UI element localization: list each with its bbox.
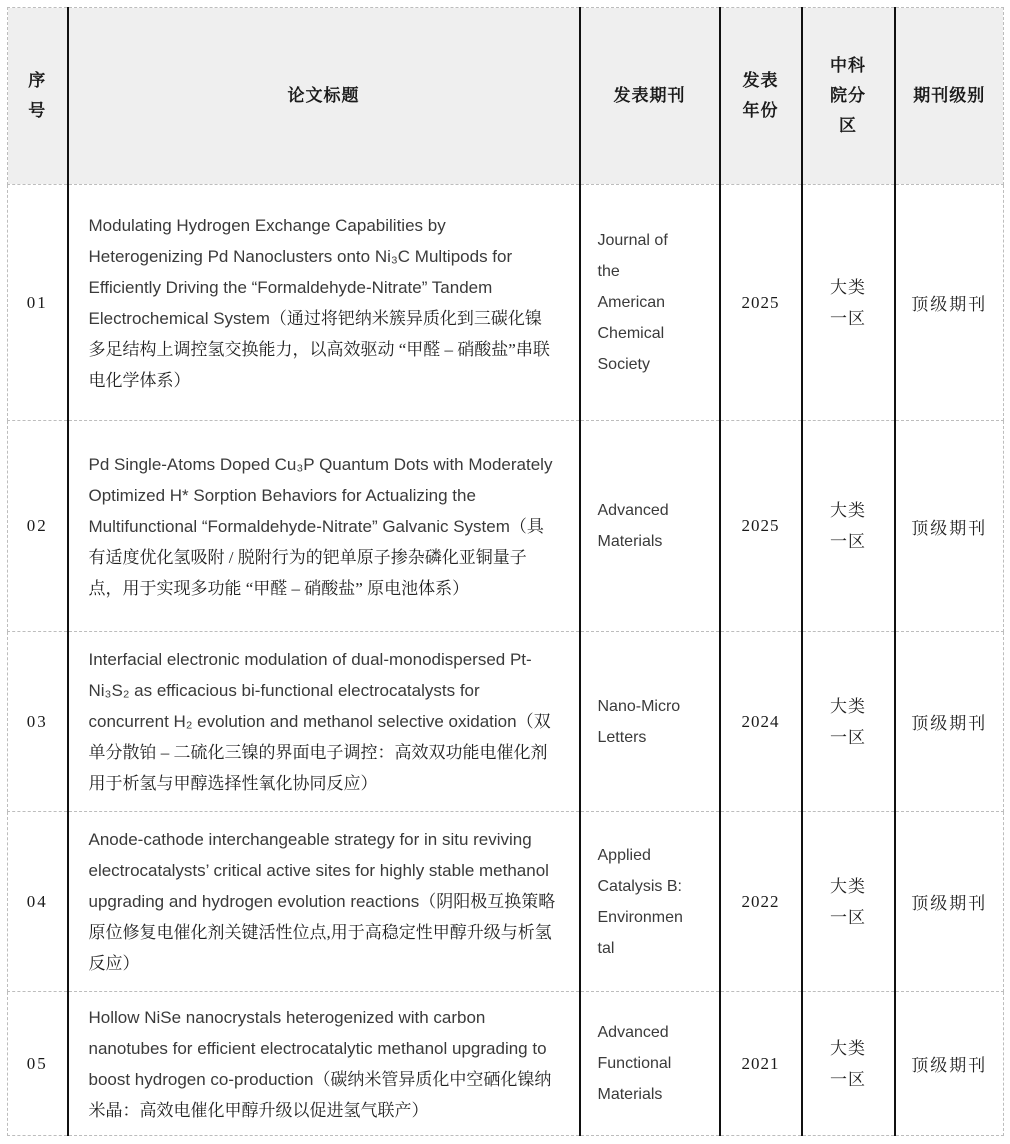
table-row: [8, 421, 1004, 632]
table-row: [8, 185, 1004, 421]
column-header-paper-title: 论文标题: [68, 8, 580, 185]
cas-division: 大类一区: [802, 992, 895, 1136]
journal-name: Applied Catalysis B: Environmental: [580, 812, 720, 992]
cas-division: 大类一区: [802, 812, 895, 992]
serial-number: 02: [8, 421, 68, 632]
journal-level: 顶级期刊: [895, 992, 1004, 1136]
paper-title-en: Anode-cathode interchangeable strategy for in situ reviving electrocatalysts’ critical active sites for highly stable methanol upgrading and hydrogen evolution reactions: [88, 830, 549, 911]
paper-title-en: Hollow NiSe nanocrystals heterogenized with carbon nanotubes for efficient electrocatalytic methanol upgrading to boost hydrogen co-production: [88, 1007, 547, 1089]
journal-level: 顶级期刊: [895, 421, 1004, 632]
journal-level: 顶级期刊: [895, 185, 1004, 421]
table-row: [8, 812, 1004, 992]
journal-level: 顶级期刊: [895, 632, 1004, 812]
paper-title-en: Interfacial electronic modulation of dual-monodispersed Pt-Ni₃S₂ as efficacious bi-functional electrocatalysts for concurrent H₂ evolution and methanol selective oxidation: [88, 650, 532, 731]
cas-division: 大类一区: [802, 632, 895, 812]
paper-title: [68, 632, 580, 812]
paper-title: [68, 421, 580, 632]
serial-number: 04: [8, 812, 68, 992]
serial-number: 01: [8, 185, 68, 421]
cas-division: 大类一区: [802, 185, 895, 421]
table-header-row: [8, 8, 1004, 185]
publication-year: 2024: [720, 632, 802, 812]
column-header-journal-level: 期刊级别: [895, 8, 1004, 185]
paper-title: [68, 992, 580, 1136]
publications-table: [7, 7, 1004, 1136]
paper-title-zh: （碳纳米管异质化中空硒化镍纳米晶：高效电催化甲醇升级以促进氢气联产）: [88, 1069, 552, 1120]
column-header-serial-number: 序号: [8, 8, 68, 185]
publication-year: 2021: [720, 992, 802, 1136]
paper-title-zh: （阴阳极互换策略原位修复电催化剂关键活性位点,用于高稳定性甲醇升级与析氢反应）: [88, 892, 556, 973]
paper-title: [68, 185, 580, 421]
column-header-year: 发表年份: [720, 8, 802, 185]
serial-number: 05: [8, 992, 68, 1136]
paper-title-zh: （具有适度优化氢吸附 / 脱附行为的钯单原子掺杂磷化亚铜量子点，用于实现多功能 “甲醛 – 硝酸盐” 原电池体系）: [88, 516, 544, 598]
paper-title-zh: （双单分散铂 – 二硫化三镍的界面电子调控：高效双功能电催化剂用于析氢与甲醇选择性氧化协同反应）: [88, 712, 551, 793]
column-header-cas-division: 中科院分区: [802, 8, 895, 185]
paper-title: [68, 812, 580, 992]
publication-year: 2025: [720, 421, 802, 632]
paper-title-en: Modulating Hydrogen Exchange Capabilities by Heterogenizing Pd Nanoclusters onto Ni₃C Multipods for Efficiently Driving the “Formaldehyde-Nitrate” Tandem Electrochemical System: [88, 215, 513, 328]
journal-name: Advanced Materials: [580, 421, 720, 632]
journal-name: Journal of the American Chemical Society: [580, 185, 720, 421]
table-row: [8, 632, 1004, 812]
paper-title-en: Pd Single-Atoms Doped Cu₃P Quantum Dots with Moderately Optimized H* Sorption Behaviors for Actualizing the Multifunctional “Formaldehyde-Nitrate” Galvanic System: [88, 454, 553, 536]
journal-name: Advanced Functional Materials: [580, 992, 720, 1136]
table-row: [8, 992, 1004, 1136]
cas-division: 大类一区: [802, 421, 895, 632]
journal-level: 顶级期刊: [895, 812, 1004, 992]
paper-title-zh: （通过将钯纳米簇异质化到三碳化镍多足结构上调控氢交换能力，以高效驱动 “甲醛 – 硝酸盐”串联电化学体系）: [88, 308, 550, 390]
serial-number: 03: [8, 632, 68, 812]
publication-year: 2022: [720, 812, 802, 992]
column-header-journal: 发表期刊: [580, 8, 720, 185]
publication-year: 2025: [720, 185, 802, 421]
journal-name: Nano-Micro Letters: [580, 632, 720, 812]
